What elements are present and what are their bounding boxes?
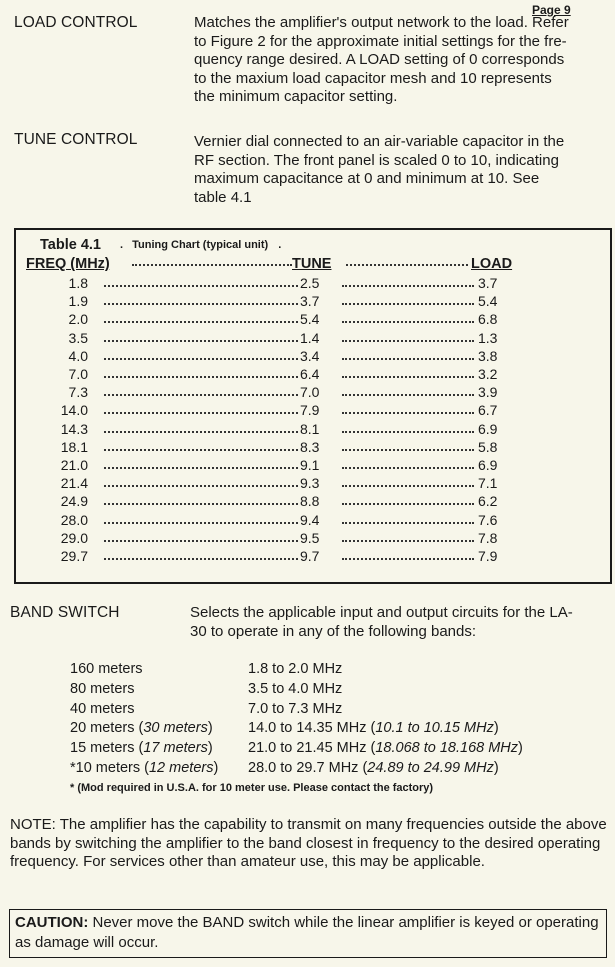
tuning-table bbox=[14, 228, 612, 584]
table-row bbox=[16, 475, 606, 493]
cell-tune: 6.4 bbox=[300, 366, 320, 382]
caution-label: CAUTION: bbox=[15, 914, 89, 931]
cell-tune: 2.5 bbox=[300, 275, 320, 291]
table-row bbox=[16, 275, 606, 293]
cell-tune: 9.4 bbox=[300, 511, 320, 528]
dot-leader bbox=[342, 522, 474, 524]
cell-freq: 7.0 bbox=[68, 366, 88, 382]
dot-leader bbox=[104, 412, 298, 414]
dot-leader bbox=[104, 285, 298, 287]
dot-leader bbox=[104, 485, 298, 487]
dot-leader bbox=[104, 394, 298, 396]
band-meters: 40 meters bbox=[70, 700, 135, 717]
cell-freq: 21.0 bbox=[60, 457, 88, 473]
cell-load: 3.9 bbox=[478, 384, 498, 401]
dot-leader bbox=[342, 558, 474, 560]
cell-freq: 21.4 bbox=[60, 475, 88, 492]
cell-freq: 18.1 bbox=[60, 438, 88, 455]
cell-load: 1.3 bbox=[478, 329, 498, 346]
dot-leader bbox=[104, 540, 298, 542]
dot-leader bbox=[342, 431, 474, 433]
dot-leader bbox=[342, 412, 474, 414]
dot-leader bbox=[104, 522, 298, 524]
table-row bbox=[16, 366, 606, 384]
dot-leader bbox=[342, 321, 474, 323]
dot-leader bbox=[342, 503, 474, 505]
table-title: Table 4.1 bbox=[40, 237, 101, 253]
dot-leader bbox=[104, 358, 298, 360]
table-row bbox=[16, 457, 606, 475]
band-meters: 160 meters bbox=[70, 661, 143, 677]
band-range: 14.0 to 14.35 MHz (10.1 to 10.15 MHz) bbox=[248, 720, 499, 737]
band-range: 7.0 to 7.3 MHz bbox=[248, 700, 343, 717]
band-switch-label: BAND SWITCH bbox=[10, 604, 120, 621]
cell-tune: 7.9 bbox=[300, 402, 320, 419]
dot-leader bbox=[342, 285, 474, 287]
table-row bbox=[16, 348, 606, 366]
dot-leader bbox=[104, 376, 298, 378]
cell-tune: 8.3 bbox=[300, 438, 320, 455]
caution-text: Never move the BAND switch while the linear amplifier is keyed or operating as damage will occur. bbox=[15, 914, 599, 951]
band-meters: 80 meters bbox=[70, 680, 135, 697]
table-subtitle: . Tuning Chart (typical unit) . bbox=[120, 239, 282, 251]
band-range: 3.5 to 4.0 MHz bbox=[248, 680, 343, 697]
cell-tune: 9.3 bbox=[300, 475, 320, 492]
dot-leader bbox=[104, 503, 298, 505]
cell-tune: 8.1 bbox=[300, 420, 320, 437]
cell-load: 7.9 bbox=[478, 548, 498, 564]
footnote: * (Mod required in U.S.A. for 10 meter use. Please contact the factory) bbox=[70, 782, 434, 794]
cell-freq: 3.5 bbox=[68, 329, 88, 346]
table-row bbox=[16, 548, 606, 566]
page-number: Page 9 bbox=[532, 3, 571, 17]
load-control-text: Matches the amplifier's output network to the load. Refer to Figure 2 for the approximate initial settings for the fre- quency range desired. A LOAD setting of 0 corresponds to the maxium load capacitor mesh and 10 represents the minimum capacitor setting. bbox=[194, 14, 569, 105]
cell-tune: 9.1 bbox=[300, 457, 320, 473]
cell-load: 7.1 bbox=[478, 475, 498, 492]
note-paragraph: NOTE: The amplifier has the capability to transmit on many frequencies outside the above bands by switching the amplifier to the band closest in frequency to the desired operating frequency. For services other than amateur use, this may be applicable. bbox=[10, 816, 607, 870]
dot-leader bbox=[342, 358, 474, 360]
dot-leader bbox=[342, 303, 474, 305]
dot-leader bbox=[104, 467, 298, 469]
load-control-label: LOAD CONTROL bbox=[14, 14, 138, 31]
caution-box bbox=[9, 909, 607, 958]
dot-leader bbox=[104, 431, 298, 433]
cell-load: 6.9 bbox=[478, 420, 498, 437]
dot-leader bbox=[342, 340, 474, 342]
dot-leader bbox=[342, 485, 474, 487]
table-row bbox=[16, 330, 606, 348]
band-range: 1.8 to 2.0 MHz bbox=[248, 661, 343, 677]
cell-freq: 1.9 bbox=[68, 293, 88, 310]
cell-load: 6.2 bbox=[478, 493, 498, 510]
tune-control-text: Vernier dial connected to an air-variable capacitor in the RF section. The front panel is scaled 0 to 10, indicating maximum capacitance at 0 and minimum at 10. See table 4.1 bbox=[194, 133, 565, 206]
cell-freq: 29.7 bbox=[60, 548, 88, 564]
tune-control-label: TUNE CONTROL bbox=[14, 131, 138, 148]
cell-freq: 29.0 bbox=[60, 529, 88, 546]
cell-freq: 4.0 bbox=[68, 347, 88, 364]
band-meters: 20 meters (30 meters) bbox=[70, 720, 213, 737]
dot-leader bbox=[342, 449, 474, 451]
cell-tune: 3.7 bbox=[300, 293, 320, 310]
cell-load: 6.9 bbox=[478, 457, 498, 473]
header-tune: TUNE bbox=[292, 256, 332, 272]
cell-tune: 7.0 bbox=[300, 384, 320, 401]
cell-freq: 14.3 bbox=[60, 420, 88, 437]
cell-load: 7.6 bbox=[478, 511, 498, 528]
cell-freq: 28.0 bbox=[60, 511, 88, 528]
cell-freq: 2.0 bbox=[68, 311, 88, 328]
dot-leader bbox=[342, 540, 474, 542]
band-range: 21.0 to 21.45 MHz (18.068 to 18.168 MHz) bbox=[248, 740, 523, 757]
band-switch-text: Selects the applicable input and output circuits for the LA- 30 to operate in any of the following bands: bbox=[190, 604, 573, 640]
cell-tune: 3.4 bbox=[300, 347, 320, 364]
cell-load: 3.8 bbox=[478, 347, 498, 364]
table-row bbox=[16, 512, 606, 530]
cell-load: 3.2 bbox=[478, 366, 498, 382]
header-freq: FREQ (MHz) bbox=[26, 256, 110, 272]
cell-load: 5.4 bbox=[478, 293, 498, 310]
header-load: LOAD bbox=[471, 256, 513, 272]
dot-leader bbox=[104, 303, 298, 305]
table-row bbox=[16, 384, 606, 402]
table-row bbox=[16, 311, 606, 329]
cell-tune: 9.7 bbox=[300, 548, 320, 564]
cell-load: 5.8 bbox=[478, 438, 498, 455]
cell-freq: 14.0 bbox=[60, 402, 88, 419]
dot-leader bbox=[342, 376, 474, 378]
cell-tune: 8.8 bbox=[300, 493, 320, 510]
dot-leader bbox=[104, 340, 298, 342]
band-range: 28.0 to 29.7 MHz (24.89 to 24.99 MHz) bbox=[248, 760, 499, 776]
band-meters: *10 meters (12 meters) bbox=[70, 760, 219, 776]
table-row bbox=[16, 402, 606, 420]
cell-tune: 5.4 bbox=[300, 311, 320, 328]
dot-leader bbox=[342, 394, 474, 396]
cell-freq: 1.8 bbox=[68, 275, 88, 291]
band-meters: 15 meters (17 meters) bbox=[70, 740, 213, 757]
cell-tune: 1.4 bbox=[300, 329, 320, 346]
table-row bbox=[16, 493, 606, 511]
cell-freq: 24.9 bbox=[60, 493, 88, 510]
table-row bbox=[16, 421, 606, 439]
dot-leader bbox=[104, 449, 298, 451]
cell-load: 7.8 bbox=[478, 529, 498, 546]
table-row bbox=[16, 530, 606, 548]
table-row bbox=[16, 293, 606, 311]
cell-load: 6.7 bbox=[478, 402, 498, 419]
dot-leader bbox=[104, 321, 298, 323]
header-leader-1 bbox=[132, 264, 292, 266]
cell-load: 6.8 bbox=[478, 311, 498, 328]
header-leader-2 bbox=[346, 264, 468, 266]
cell-tune: 9.5 bbox=[300, 529, 320, 546]
cell-freq: 7.3 bbox=[68, 384, 88, 401]
cell-load: 3.7 bbox=[478, 275, 498, 291]
dot-leader bbox=[104, 558, 298, 560]
table-row bbox=[16, 439, 606, 457]
dot-leader bbox=[342, 467, 474, 469]
